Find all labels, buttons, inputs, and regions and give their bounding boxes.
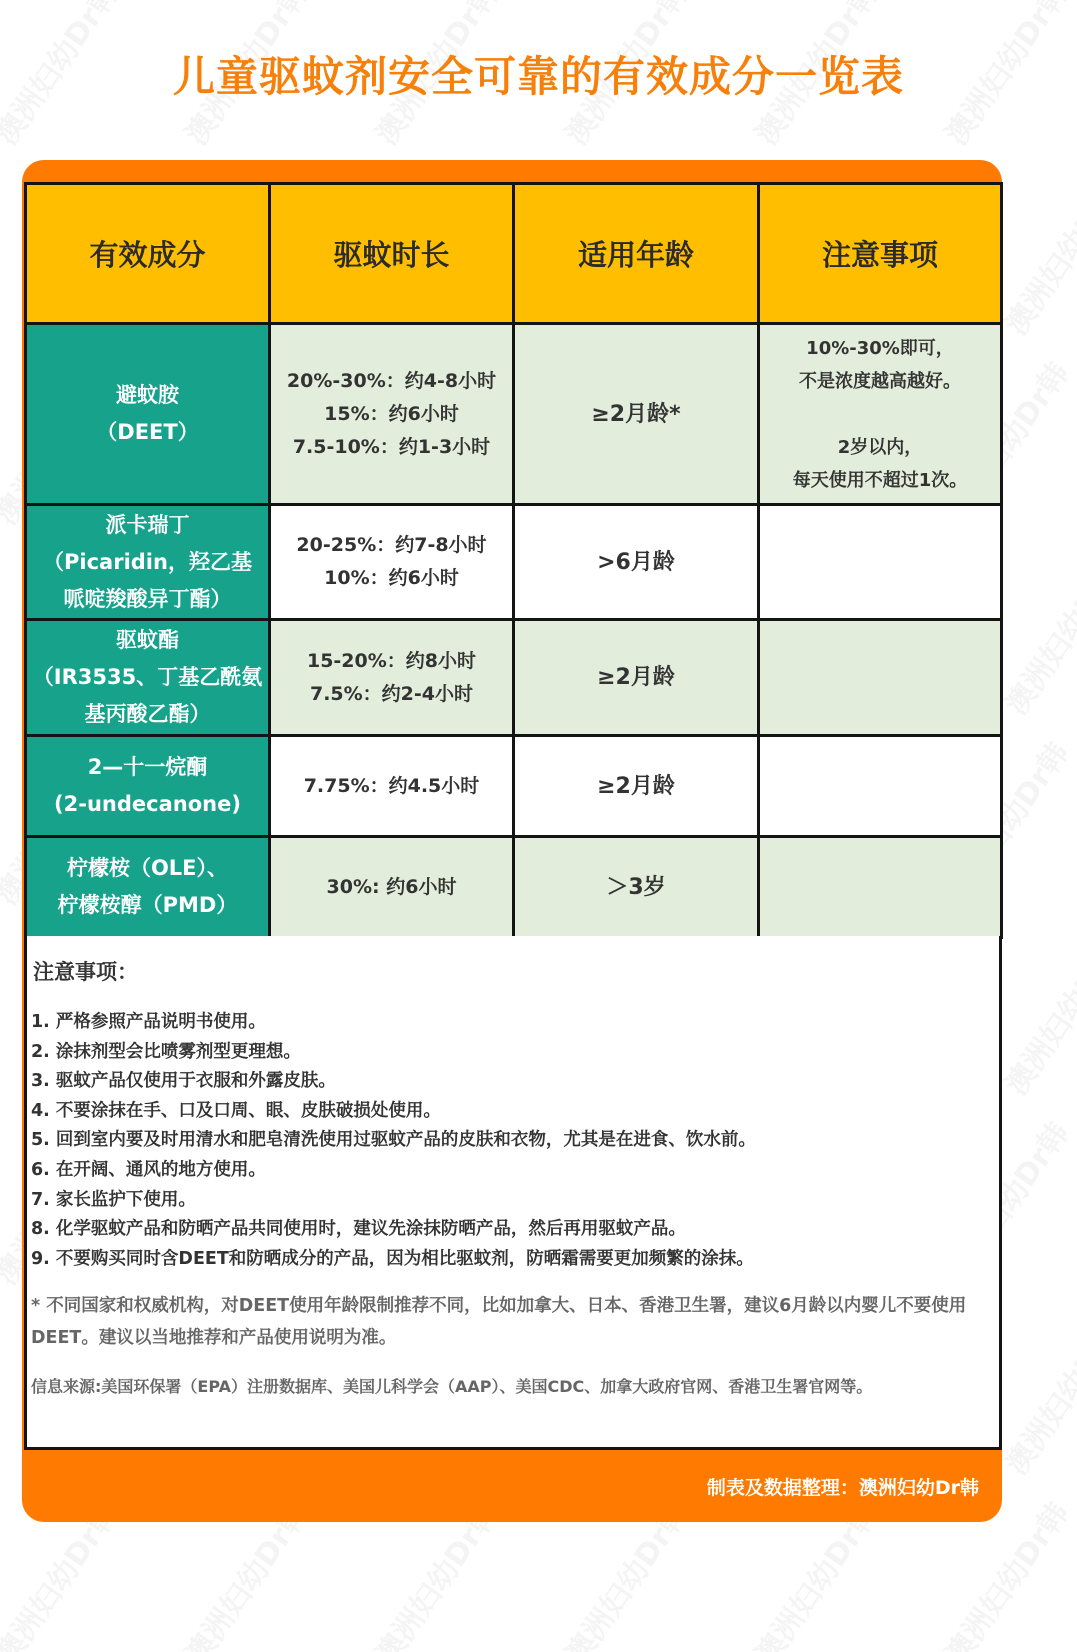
notes-line: 2岁以内，: [837, 436, 923, 458]
header-age: 适用年龄: [514, 184, 759, 324]
table-row-picaridin: [26, 505, 1002, 620]
notes-section: [24, 936, 1002, 1450]
notes-cell: [759, 505, 1002, 620]
ingredient-name: 避蚊胺: [116, 383, 179, 407]
deet-age-footnote: * 不同国家和权威机构，对DEET使用年龄限制推荐不同，比如加拿大、日本、香港卫生署，建议6月龄以内婴儿不要使用DEET。建议以当地推荐和产品使用说明为准。: [31, 1296, 967, 1348]
ingredient-cell: [26, 505, 270, 620]
notes-line: 10%-30%即可，: [806, 337, 954, 359]
ingredient-cell: [26, 620, 270, 736]
page-title: 儿童驱蚊剂安全可靠的有效成分一览表: [172, 52, 904, 101]
duration-line: 15-20%：约8小时: [306, 649, 477, 672]
duration-line: 7.5-10%：约1-3小时: [292, 435, 491, 458]
note-item: 6. 在开阔、通风的地方使用。: [31, 1159, 266, 1180]
notes-heading: 注意事项：: [33, 960, 138, 984]
duration-cell: [270, 505, 514, 620]
notes-spacer: [760, 398, 1000, 431]
ingredient-alias: （IR3535、丁基乙酰氨: [32, 665, 263, 689]
duration-line: 10%：约6小时: [324, 567, 459, 589]
watermark-text: [992, 922, 1077, 1103]
ingredient-cell: [26, 324, 270, 505]
duration-line: 7.75%：约4.5小时: [303, 774, 480, 797]
header-notes: 注意事项: [759, 184, 1002, 324]
duration-line: 20%-30%：约4-8小时: [286, 369, 497, 392]
ingredient-cell: [26, 837, 270, 938]
ingredient-name: 柠檬桉（OLE）、: [66, 856, 229, 880]
watermark-text: [992, 162, 1077, 343]
table-row-ole-pmd: [26, 837, 1002, 938]
note-item: 7. 家长监护下使用。: [31, 1189, 196, 1210]
duration-line: 15%：约6小时: [324, 402, 459, 425]
watermark-text: [992, 542, 1077, 723]
table-row-ir3535: [26, 620, 1002, 736]
duration-line: 30%: 约6小时: [326, 875, 457, 898]
duration-line: 7.5%：约2-4小时: [309, 682, 474, 705]
age-cell: ＞3岁: [514, 837, 759, 938]
table-row-deet: [26, 324, 1002, 505]
duration-cell: [270, 324, 514, 505]
notes-line: 每天使用不超过1次。: [792, 469, 968, 491]
note-item: 4. 不要涂抹在手、口及口周、眼、皮肤破损处使用。: [31, 1100, 441, 1121]
note-item: 1. 严格参照产品说明书使用。: [31, 1012, 266, 1032]
note-item: 3. 驱蚊产品仅使用于衣服和外露皮肤。: [31, 1071, 336, 1092]
note-item: 8. 化学驱蚊产品和防晒产品共同使用时，建议先涂抹防晒产品，然后再用驱蚊产品。: [31, 1219, 686, 1240]
ingredient-alias: （DEET）: [96, 420, 199, 444]
age-cell: ≥2月龄*: [514, 324, 759, 505]
age-cell: ≥2月龄: [514, 620, 759, 736]
ingredient-alias: (2-undecanone): [54, 792, 241, 816]
duration-cell: [270, 620, 514, 736]
header-duration: 驱蚊时长: [270, 184, 514, 324]
duration-line: 20-25%：约7-8小时: [296, 534, 487, 556]
notes-line: 不是浓度越高越好。: [799, 370, 961, 392]
source-citation: 信息来源:美国环保署（EPA）注册数据库、美国儿科学会（AAP）、美国CDC、加拿大政府官网、香港卫生署官网等。: [31, 1377, 873, 1396]
note-item: 5. 回到室内要及时用清水和肥皂清洗使用过驱蚊产品的皮肤和衣物，尤其是在进食、饮水前。: [31, 1130, 756, 1151]
notes-cell: [759, 837, 1002, 938]
footer-credit: 制表及数据整理：澳洲妇幼Dr韩: [706, 1477, 979, 1499]
header-ingredient: 有效成分: [26, 184, 270, 324]
duration-cell: [270, 736, 514, 837]
note-item: 9. 不要购买同时含DEET和防晒成分的产品，因为相比驱蚊剂，防晒霜需要更加频繁的涂抹。: [31, 1248, 754, 1269]
notes-cell: [759, 736, 1002, 837]
ingredient-alias: 基丙酸乙酯）: [84, 702, 211, 726]
ingredient-name: 派卡瑞丁: [105, 512, 190, 537]
ingredient-alias: 柠檬桉醇（PMD）: [57, 893, 238, 917]
table-header-row: [26, 184, 1002, 324]
notes-list: [31, 1008, 756, 1274]
table-row-undecanone: [26, 736, 1002, 837]
ingredient-name: 驱蚊酯: [116, 628, 179, 652]
ingredient-alias: 哌啶羧酸异丁酯）: [63, 586, 232, 611]
ingredient-alias: （Picaridin，羟乙基: [43, 549, 252, 574]
duration-cell: [270, 837, 514, 938]
ingredient-cell: [26, 736, 270, 837]
note-item: 2. 涂抹剂型会比喷雾剂型更理想。: [31, 1041, 301, 1062]
notes-cell: [759, 324, 1002, 505]
watermark-text: [992, 1302, 1077, 1483]
notes-cell: [759, 620, 1002, 736]
age-cell: ≥2月龄: [514, 736, 759, 837]
age-cell: >6月龄: [514, 505, 759, 620]
ingredients-table: [24, 182, 1003, 939]
ingredient-name: 2—十一烷酮: [87, 755, 208, 779]
